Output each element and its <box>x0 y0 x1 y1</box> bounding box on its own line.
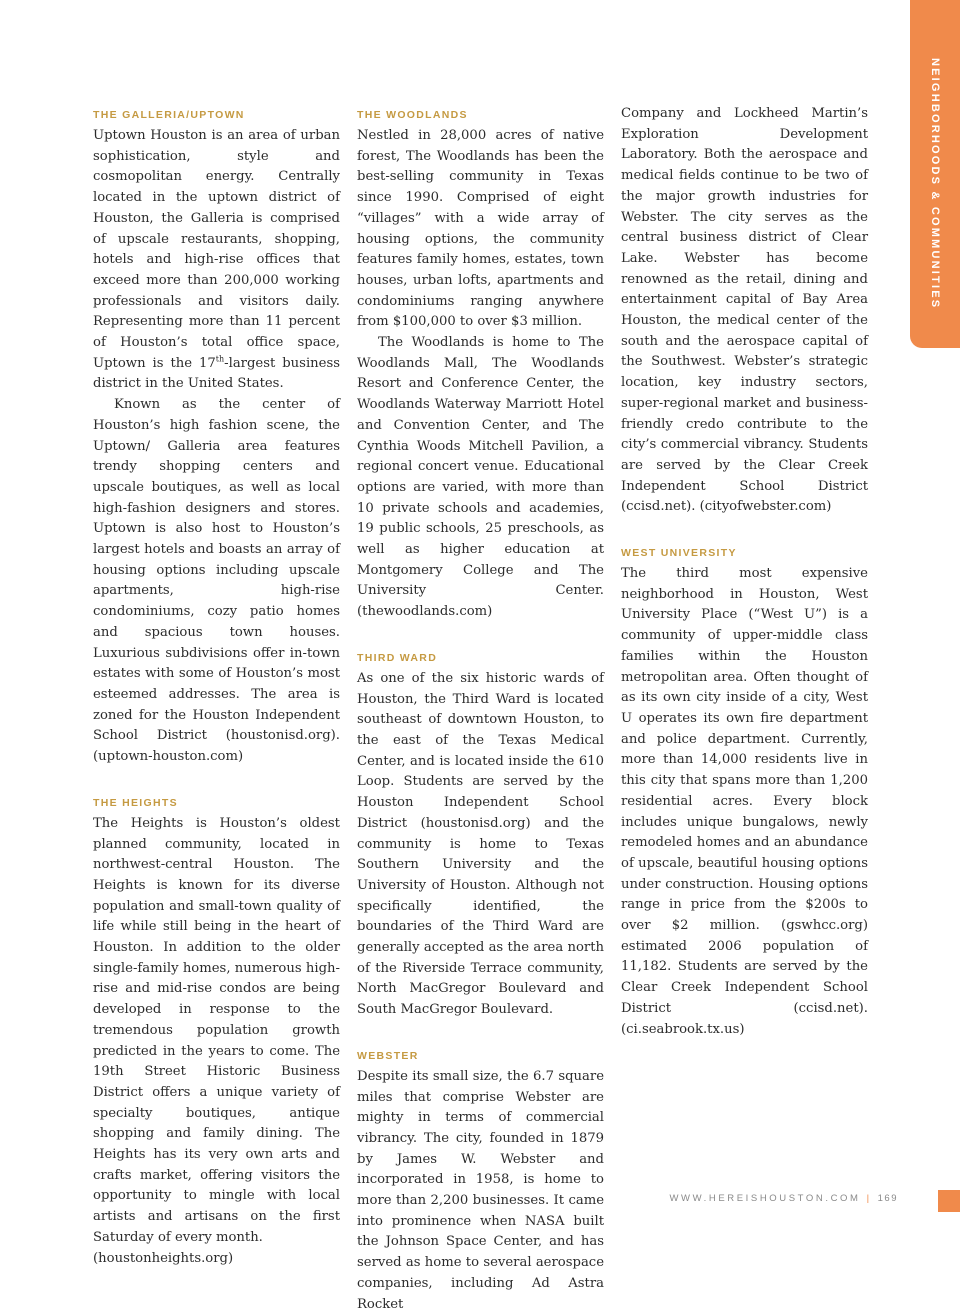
west-university-paragraph-1: The third most expensive neighborhood in Houston, West University Place (“West U”) is a community of upper-middle class families within the Houston metropolitan area. Often thought of as its own city inside of a city, West U operates its own fire department and police department. Currently, more than 14,000 residents live in this city that spans more than 1,200 residential acres. Every block includes unique bungalows, newly remodeled homes and an abundance of upscale, beautiful housing options under construction. Housing options range in price from the $200s to over $2 million. (gswhcc.org) estimated 2006 population of 11,182. Students are served by the Clear Creek Independent School District (ccisd.net). (ci.seabrook.tx.us) <box>621 566 868 1037</box>
webster-paragraph-continued: Company and Lockheed Martin’s Exploration Development Laboratory. Both the aerospace and medical fields continue to be two of the major growth industries for Webster. The city serves as the central business district of Clear Lake. Webster has become renowned as the retail, dining and entertainment capital of Bay Area Houston, the medical center of the south and the aerospace capital of the Southwest. Webster’s strategic location, key industry sectors, super-regional market and business-friendly credo contribute to the city’s commercial vibrancy. Students are served by the Clear Creek Independent School District (ccisd.net). (cityofwebster.com) <box>621 106 868 515</box>
heights-paragraph-1: The Heights is Houston’s oldest planned community, located in northwest-central Houston. The Heights is known for its diverse population and small-town quality of life while still being in the heart of Houston. In addition to the older single-family homes, numerous high-rise and mid-rise condos are being developed in response to the tremendous population growth predicted in the years to come. The 19th Street Historic Business District offers a unique variety of specialty boutiques, antique shopping and family dining. The Heights has its very own arts and crafts market, offering visitors the opportunity to mingle with local artists and artisans on the first Saturday of every month. <box>93 815 340 1245</box>
footer-separator: | <box>866 1193 872 1204</box>
section-tab <box>910 0 960 348</box>
galleria-heading: THE GALLERIA/UPTOWN <box>93 109 245 121</box>
webster-heading: WEBSTER <box>357 1049 419 1062</box>
column-3 <box>621 104 868 1040</box>
third-ward-paragraph-1: As one of the six historic wards of Houston, the Third Ward is located southeast of downtown Houston, to the east of the Texas Medical Center, and is located inside the 610 Loop. Students are served by the Houston Independent School District (houstonisd.org) and the community is home to Texas Southern University and the University of Houston. Although not specifically identified, the boundaries of the Third Ward are generally accepted as the area north of the Riverside Terrace community, North MacGregor Boulevard and South MacGregor Boulevard. <box>357 670 604 1018</box>
woodlands-heading: THE WOODLANDS <box>357 109 468 121</box>
page-footer <box>600 1193 898 1204</box>
galleria-paragraph-1: Uptown Houston is an area of urban sophistication, style and cosmopolitan energy. Centrally located in the uptown district of Houston, the Galleria is comprised of upscale restaurants, shopping, hotels and high-rise offices that exceed more than 200,000 working professionals and visitors daily. Representing more than 11 percent of Houston’s total office space, Uptown is the 17th-largest business district in the United States. <box>93 128 340 392</box>
section-tab-label: NEIGHBORHOODS & COMMUNITIES <box>929 58 941 310</box>
column-1 <box>93 106 340 1269</box>
woodlands-paragraph-1: Nestled in 28,000 acres of native forest, The Woodlands has been the best-selling community in Texas since 1990. Comprised of eight “villages” with a wide array of housing options, the community features family homes, estates, town houses, urban lofts, apartments and condominiums ranging anywhere from $100,000 to over $3 million. <box>357 128 604 330</box>
footer-url: WWW.HEREISHOUSTON.COM <box>669 1193 861 1204</box>
galleria-paragraph-2: Known as the center of Houston’s high fashion scene, the Uptown/ Galleria area features trendy shopping centers and upscale boutiques, as well as local high-fashion designers and stores. Uptown is also host to Houston’s largest hotels and boasts an array of housing options including upscale apartments, high-rise condominiums, cozy patio homes and spacious town houses. Luxurious subdivisions offer in-town estates with some of Houston’s most esteemed addresses. The area is zoned for the Houston Independent School District (houstonisd.org). (uptown-houston.com) <box>93 397 340 765</box>
heights-link: (houstonheights.org) <box>93 1250 234 1266</box>
third-ward-heading: THIRD WARD <box>357 651 438 664</box>
page-number: 169 <box>877 1193 898 1204</box>
woodlands-paragraph-2: The Woodlands is home to The Woodlands Mall, The Woodlands Resort and Conference Center, the Woodlands Waterway Marriott Hotel and Convention Center, and The Cynthia Woods Mitchell Pavilion, a regional concert venue. Educational options are varied, with more than 10 private schools and academies, 19 public schools, 25 preschools, as well as higher education at Montgomery College and The University Center. (thewoodlands.com) <box>357 335 604 620</box>
heights-heading: THE HEIGHTS <box>93 796 178 809</box>
webster-paragraph-1: Despite its small size, the 6.7 square miles that comprise Webster are mighty in terms of commercial vibrancy. The city, founded in 1879 by James W. Webster and incorporated in 1958, is home to more than 2,200 businesses. It came into prominence when NASA built the Johnson Space Center, and has served as home to several aerospace companies, including Ad Astra Rocket <box>357 1068 604 1312</box>
corner-marker <box>938 1190 960 1212</box>
column-2 <box>357 106 604 1315</box>
west-university-heading: WEST UNIVERSITY <box>621 547 737 560</box>
